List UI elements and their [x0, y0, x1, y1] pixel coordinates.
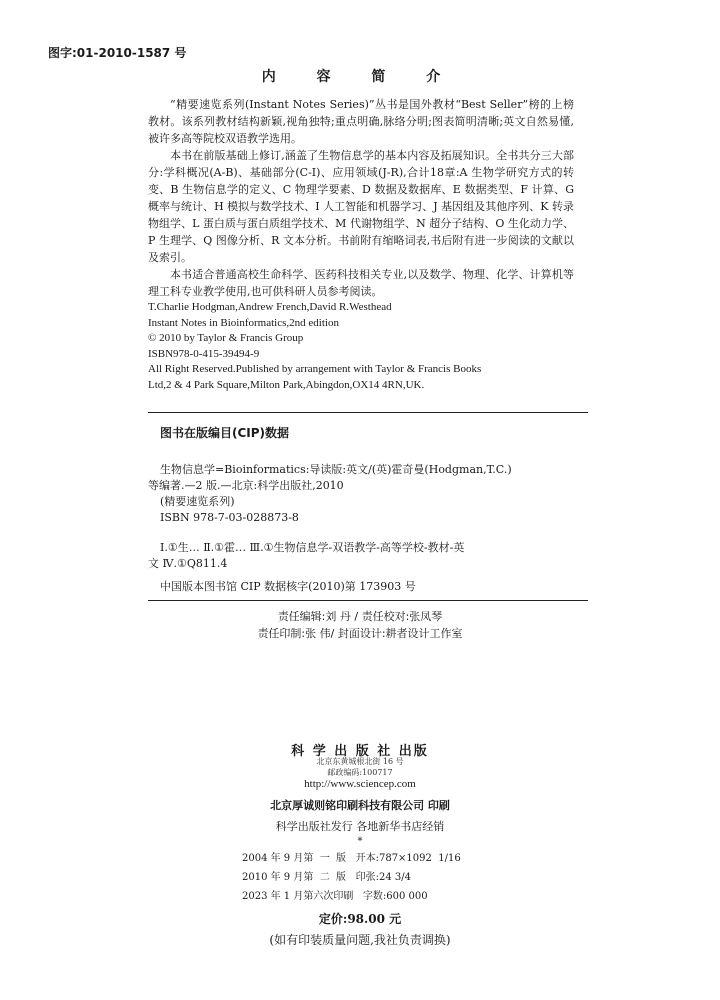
staff-credits [0, 608, 720, 642]
intro-paragraph-1: “精要速览系列(Instant Notes Series)”丛书是国外教材“Best Seller”榜的上榜教材。该系列教材结构新颖,视角独特;重点明确,脉络分明;图表简明清晰;英文自然易懂,被许多高等院校双语教学选用。 [148, 98, 574, 145]
staff-line-1: 责任编辑:刘 丹 / 责任校对:张凤琴 [277, 610, 443, 623]
edition-line-3: 2023 年 1 月第六次印刷 字数:600 000 [242, 891, 428, 902]
publisher-address: 北京东黄城根北街 16 号 [316, 757, 404, 766]
cip-line-5: Ⅰ.①生… Ⅱ.①霍… Ⅲ.①生物信息学-双语教学-高等学校-教材-英 [160, 541, 465, 554]
rights-line-1: All Right Reserved.Published by arrangement with Taylor & Francis Books [148, 363, 482, 375]
divider-top [148, 412, 588, 413]
cip-line-4: ISBN 978-7-03-028873-8 [160, 511, 299, 524]
cip-line-6: 文 Ⅳ.①Q811.4 [148, 557, 228, 570]
copyright-holder: © 2010 by Taylor & Francis Group [148, 332, 304, 344]
edition-line-2: 2010 年 9 月第 二 版 印张:24 3/4 [242, 872, 411, 883]
quality-notice: (如有印装质量问题,我社负责调换) [269, 933, 451, 947]
copyright-block [148, 300, 588, 393]
cip-heading: 图书在版编目(CIP)数据 [160, 426, 290, 440]
printer: 北京厚诚则铭印刷科技有限公司 印刷 [270, 799, 450, 812]
publisher-url: http://www.sciencep.com [304, 778, 416, 790]
cip-classification [148, 540, 578, 572]
introduction [148, 96, 574, 300]
distribution: 科学出版社发行 各地新华书店经销 [275, 820, 445, 833]
cip-line-2: 等编著.—2 版.—北京:科学出版社,2010 [148, 479, 344, 492]
intro-paragraph-2: 本书在前版基础上修订,涵盖了生物信息学的基本内容及拓展知识。全书共分三大部分:学科概况(A-B)、基础部分(C-I)、应用领域(J-R),合计18章:A 生物学研究方式的转变、B 生物信息学的定义、C 物理学要素、D 数据及数据库、E 数据类型、F 计算、G 概率与统计、H 模拟与数学技术、I 人工智能和机器学习、J 基因组及其他序列、K 转录物组学、L 蛋白质与蛋白质组学技术、M 代谢物组学、N 超分子结构、O 生化动力学、P 生理学、Q 图像分析、R 文本分析。书前附有缩略词表,书后附有进一步阅读的文献以及索引。 [148, 149, 574, 264]
rights-line-2: Ltd,2 & 4 Park Square,Milton Park,Abingdon,OX14 4RN,UK. [148, 378, 425, 391]
authors: T.Charlie Hodgman,Andrew French,David R.Westhead [148, 301, 392, 313]
cip-core-text: 中国版本图书馆 CIP 数据核字(2010)第 173903 号 [160, 580, 416, 593]
cip-line-3: (精要速览系列) [160, 495, 235, 508]
page-title: 内 容 简 介 [261, 69, 459, 85]
cip-line-1: 生物信息学=Bioinformatics:导读版:英文/(英)霍奇曼(Hodgman,T.C.) [160, 463, 512, 476]
intro-paragraph-3: 本书适合普通高校生命科学、医药科技相关专业,以及数学、物理、化学、计算机等理工科专业教学使用,也可供科研人员参考阅读。 [148, 268, 574, 298]
registration-number: 图字:01-2010-1587 号 [48, 46, 187, 60]
divider-bottom [148, 600, 588, 601]
edition-line-1: 2004 年 9 月第 一 版 开本:787×1092 1/16 [242, 853, 461, 864]
cip-core-number [148, 579, 578, 595]
cip-record [148, 462, 578, 526]
publisher-postcode: 邮政编码:100717 [327, 768, 393, 777]
original-isbn: ISBN978-0-415-39494-9 [148, 347, 260, 360]
original-title: Instant Notes in Bioinformatics,2nd edition [148, 316, 339, 329]
publisher-name: 科 学 出 版 社 出版 [291, 744, 429, 759]
separator-star: * [357, 836, 363, 847]
price: 定价:98.00 元 [318, 912, 402, 926]
staff-line-2: 责任印制:张 伟/ 封面设计:耕者设计工作室 [257, 627, 463, 640]
